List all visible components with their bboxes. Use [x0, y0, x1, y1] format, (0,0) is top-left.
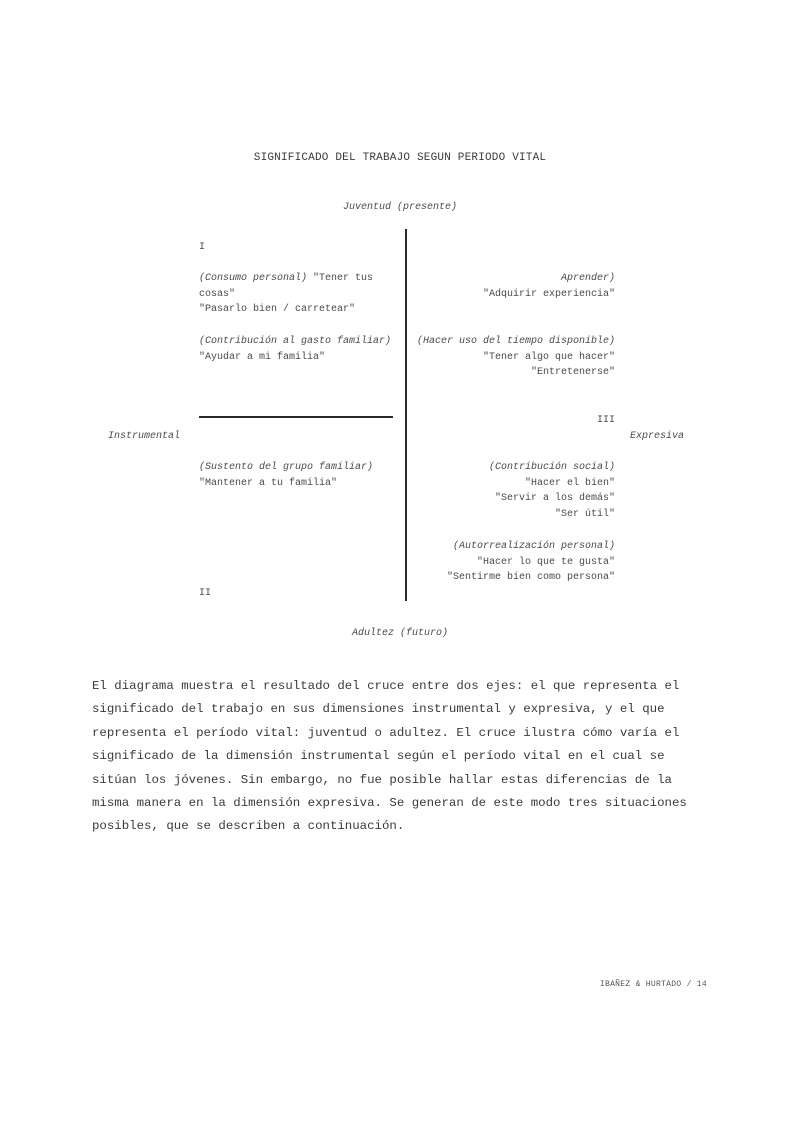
axis-label-bottom: Adultez (futuro): [351, 628, 448, 639]
vertical-axis-line: [405, 229, 407, 601]
quadrant-label-i: I: [199, 242, 206, 253]
quadrant-label-ii: II: [199, 588, 212, 599]
category-label: (Contribución social): [488, 462, 615, 473]
axis-label-right: Expresiva: [630, 431, 685, 442]
quote-text: "Tener tus cosas": [199, 273, 374, 300]
q1-right-tiempo-block: [417, 334, 615, 381]
diagram-title: SIGNIFICADO DEL TRABAJO SEGUN PERIODO VITAL: [253, 152, 547, 164]
q1-right-aprender-block: [483, 271, 615, 302]
quote-text: "Hacer el bien": [524, 477, 615, 489]
quote-text: "Adquirir experiencia": [482, 288, 615, 300]
body-paragraph: El diagrama muestra el resultado del cruce entre dos ejes: el que representa el significado del trabajo en sus dimensiones instrumental y expresiva, y el que representa el período vital: juventud o adultez. El cruce ilustra cómo varía el significado de la dimensión instrumental según el período vital en el cual se sitúan los jóvenes. Sin embargo, no fue posible hallar estas diferencias de la misma manera en la dimensión expresiva. Se generan de este modo tres situaciones posibles, que se describen a continuación.: [92, 679, 687, 834]
category-label: Aprender): [560, 273, 615, 284]
q1-consumo-block: [199, 271, 399, 318]
q3-contribucion-social-block: [489, 460, 615, 522]
q1-contribucion-block: [199, 334, 409, 365]
axis-label-left: Instrumental: [108, 431, 181, 442]
q3-autorrealizacion-block: [447, 539, 615, 586]
quote-text: "Sentirme bien como persona": [446, 572, 615, 584]
category-label: (Sustento del grupo familiar): [199, 462, 374, 473]
category-label: (Hacer uso del tiempo disponible): [416, 336, 615, 347]
quote-text: "Hacer lo que te gusta": [476, 556, 615, 568]
q2-sustento-block: [199, 460, 399, 491]
quote-text: "Mantener a tu familia": [199, 477, 338, 489]
horizontal-axis-line: [199, 416, 393, 418]
axis-label-top: Juventud (presente): [342, 202, 458, 213]
quote-text: "Ser útil": [554, 508, 615, 520]
quote-text: "Pasarlo bien / carretear": [199, 304, 356, 316]
category-label: (Contribución al gasto familiar): [199, 336, 392, 347]
quote-text: "Tener algo que hacer": [482, 351, 615, 363]
quote-text: "Servir a los demás": [494, 493, 615, 505]
quote-text: "Ayudar a mi familia": [199, 351, 326, 363]
category-label: (Consumo personal): [199, 273, 308, 284]
quote-text: "Entretenerse": [530, 367, 615, 379]
category-label: (Autorrealización personal): [452, 541, 615, 552]
q1-consumo-line: [199, 271, 399, 302]
page-footer: IBAÑEZ & HURTADO / 14: [599, 980, 707, 989]
quadrant-label-iii: III: [596, 415, 615, 426]
